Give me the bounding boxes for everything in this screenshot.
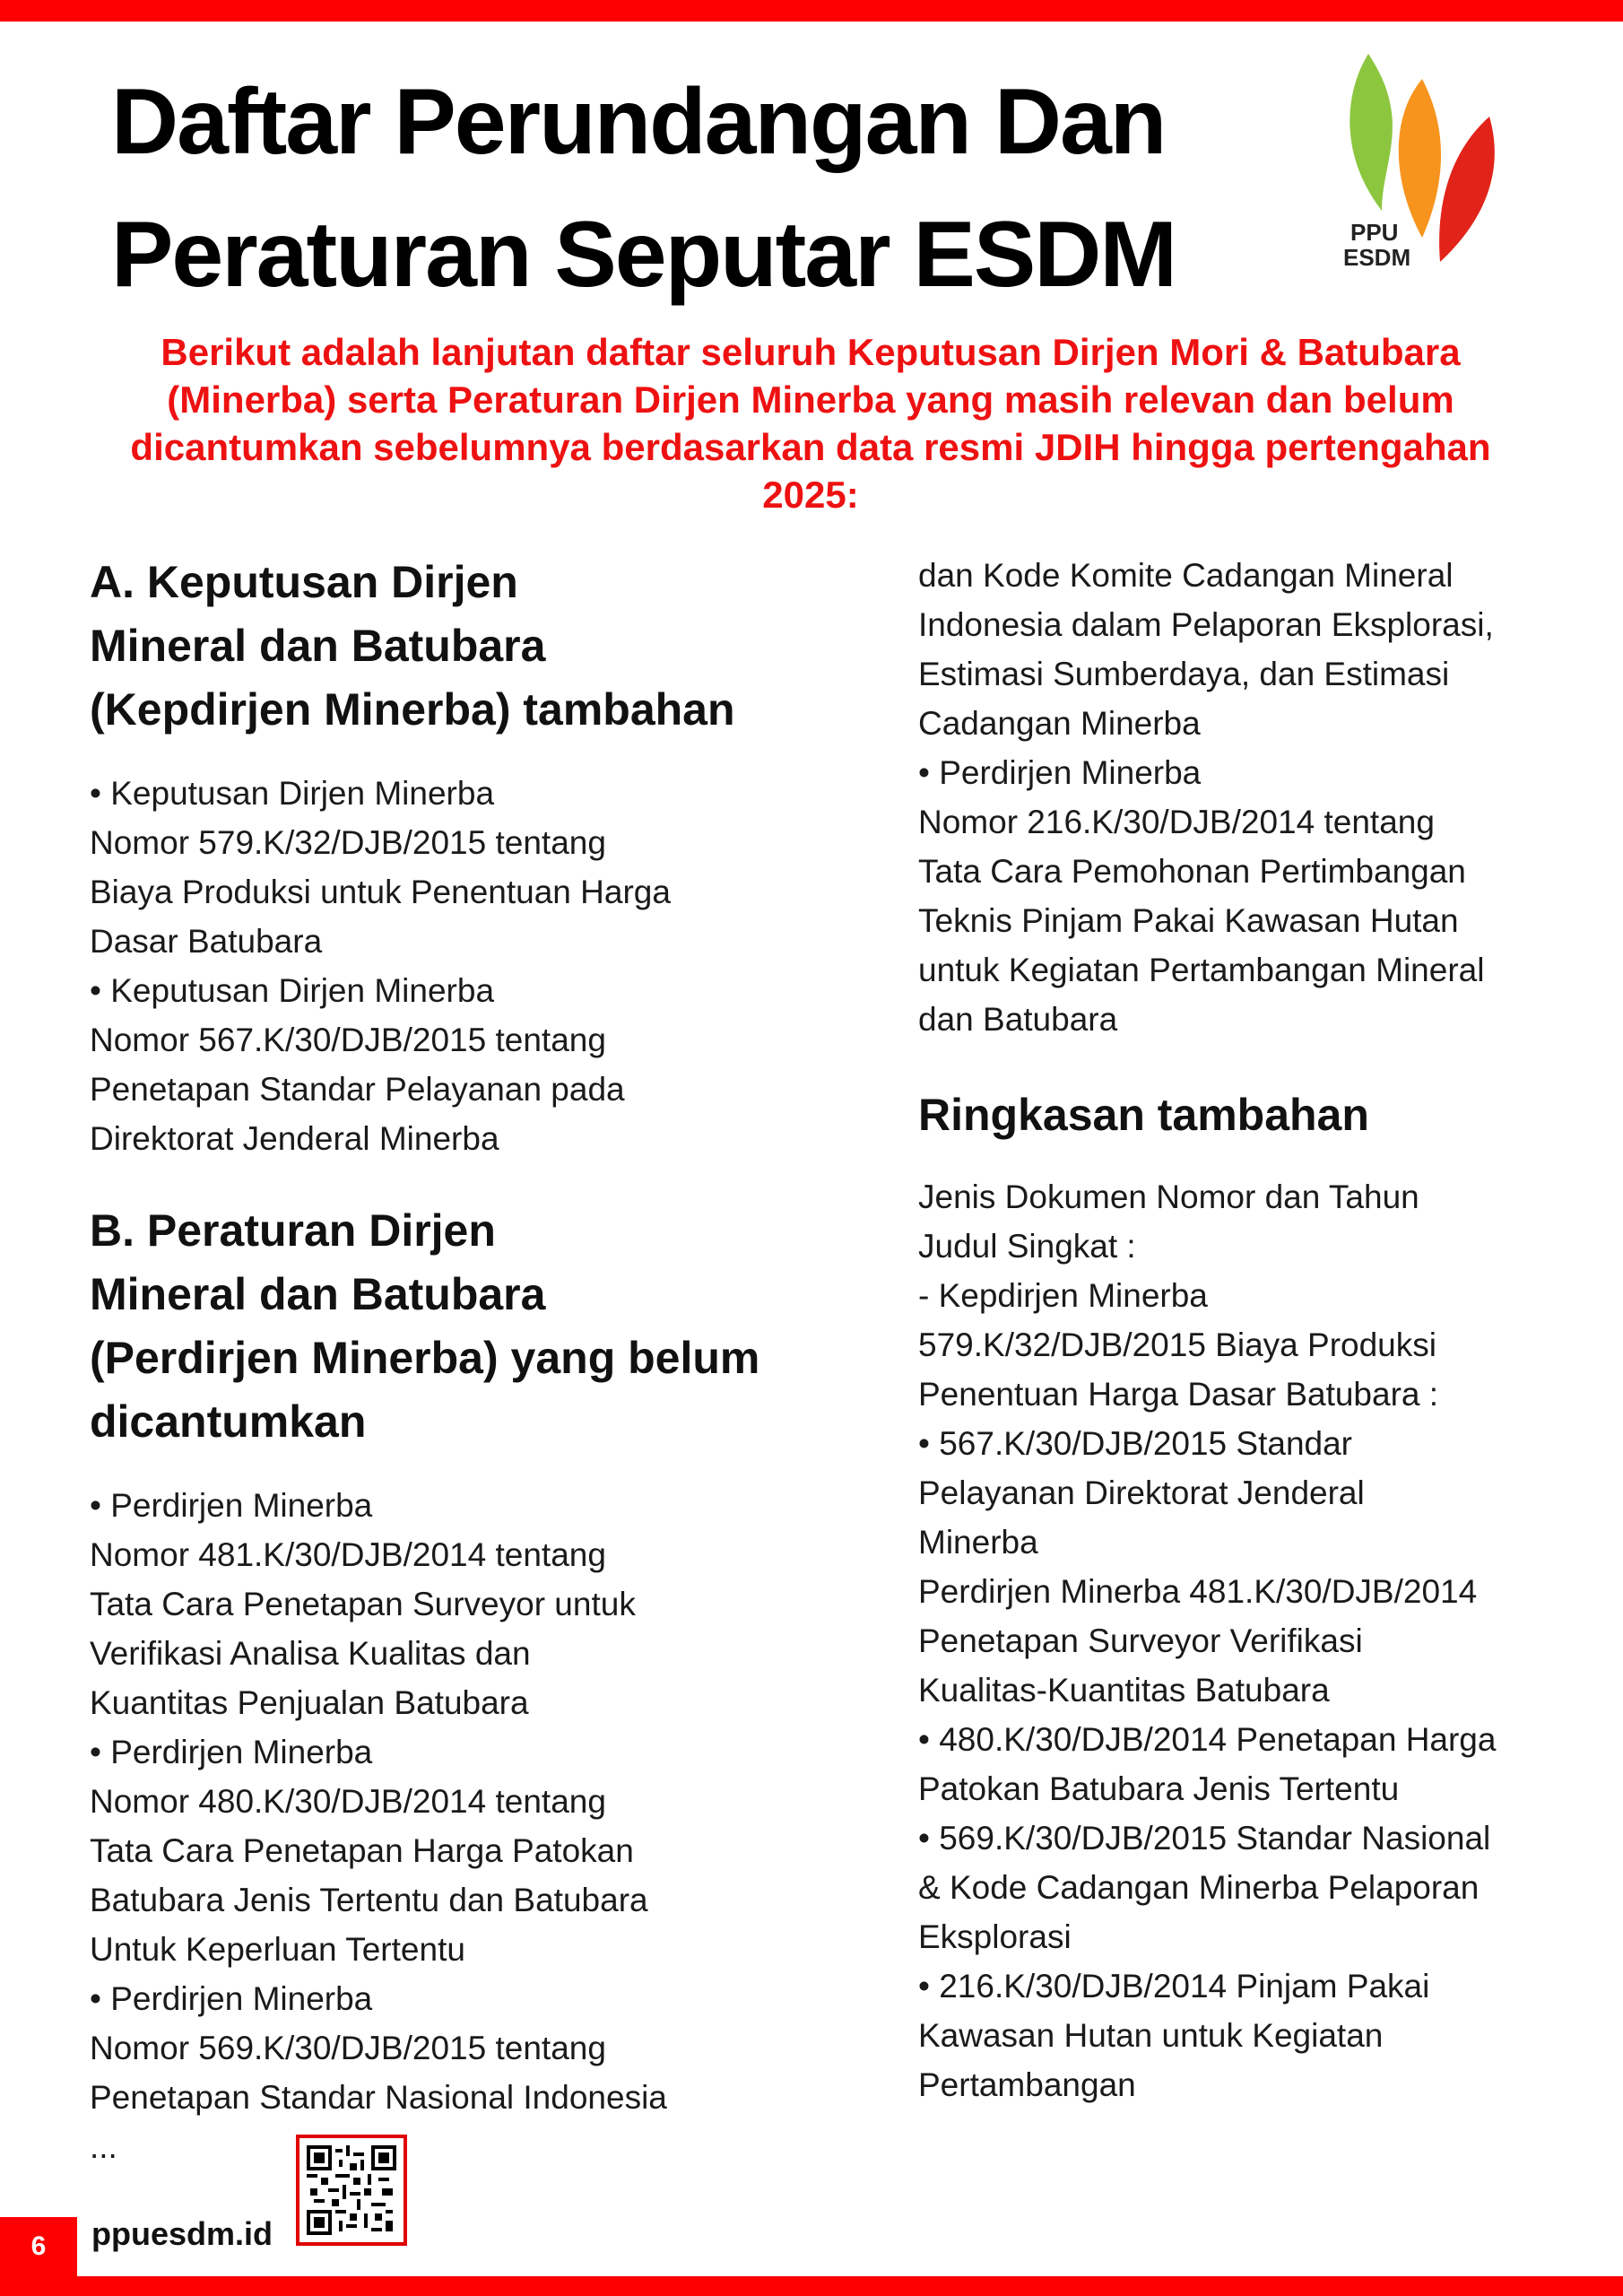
top-accent-bar: [0, 0, 1623, 22]
page-title: Daftar Perundangan Dan Peraturan Seputar ESDM: [111, 70, 1176, 307]
svg-text:PPU: PPU: [1350, 219, 1399, 246]
section-a-body: • Keputusan Dirjen Minerba Nomor 579.K/32/DJB/2015 tentang Biaya Produksi untuk Penentuan Harga Dasar Batubara • Keputusan Dirjen Minerba Nomor 567.K/30/DJB/2015 tentang Penetapan Standar Pelayanan pada Direktorat Jenderal Minerba: [90, 775, 671, 1157]
qr-code-icon: [296, 2135, 407, 2246]
ppu-esdm-logo: [1341, 54, 1503, 278]
section-b-heading: B. Peraturan Dirjen Mineral dan Batubara (Perdirjen Minerba) yang belum dicantumkan: [90, 1205, 760, 1447]
right-column: [918, 551, 1564, 2109]
summary-heading: Ringkasan tambahan: [918, 1090, 1369, 1140]
page-number: 6: [0, 2217, 77, 2276]
bottom-accent-bar: [0, 2276, 1623, 2296]
svg-text:ESDM: ESDM: [1343, 244, 1411, 271]
section-b-body: • Perdirjen Minerba Nomor 481.K/30/DJB/2014 tentang Tata Cara Penetapan Surveyor untuk Verifikasi Analisa Kualitas dan Kuantitas Penjualan Batubara • Perdirjen Minerba Nomor 480.K/30/DJB/2014 tentang Tata Cara Penetapan Harga Patokan Batubara Jenis Tertentu dan Batubara Untuk Keperluan Tertentu • Perdirjen Minerba Nomor 569.K/30/DJB/2015 tentang Penetapan Standar Nasional Indonesia ...: [90, 1487, 667, 2165]
website-link[interactable]: ppuesdm.id: [91, 2215, 273, 2252]
summary-body: Jenis Dokumen Nomor dan Tahun Judul Singkat : - Kepdirjen Minerba 579.K/32/DJB/2015 Biaya Produksi Penentuan Harga Dasar Batubara : • 567.K/30/DJB/2015 Standar Pelayanan Direktorat Jenderal Minerba Perdirjen Minerba 481.K/30/DJB/2014 Penetapan Surveyor Verifikasi Kualitas-Kuantitas Batubara • 480.K/30/DJB/2014 Penetapan Harga Patokan Batubara Jenis Tertentu • 569.K/30/DJB/2015 Standar Nasional & Kode Cadangan Minerba Pelaporan Eksplorasi • 216.K/30/DJB/2014 Pinjam Pakai Kawasan Hutan untuk Kegiatan Pertambangan: [918, 1178, 1497, 2103]
section-a-heading: A. Keputusan Dirjen Mineral dan Batubara (Kepdirjen Minerba) tambahan: [90, 557, 735, 735]
intro-paragraph: Berikut adalah lanjutan daftar seluruh Keputusan Dirjen Mori & Batubara (Minerba) serta Peraturan Dirjen Minerba yang masih relevan dan belum dicantumkan sebelumnya berdasarkan data resmi JDIH hingga pertengahan 2025:: [130, 331, 1491, 516]
left-column: [90, 551, 879, 2171]
section-b-continuation: dan Kode Komite Cadangan Mineral Indonesia dalam Pelaporan Eksplorasi, Estimasi Sumberdaya, dan Estimasi Cadangan Minerba • Perdirjen Minerba Nomor 216.K/30/DJB/2014 tentang Tata Cara Pemohonan Pertimbangan Teknis Pinjam Pakai Kawasan Hutan untuk Kegiatan Pertambangan Mineral dan Batubara: [918, 557, 1494, 1038]
